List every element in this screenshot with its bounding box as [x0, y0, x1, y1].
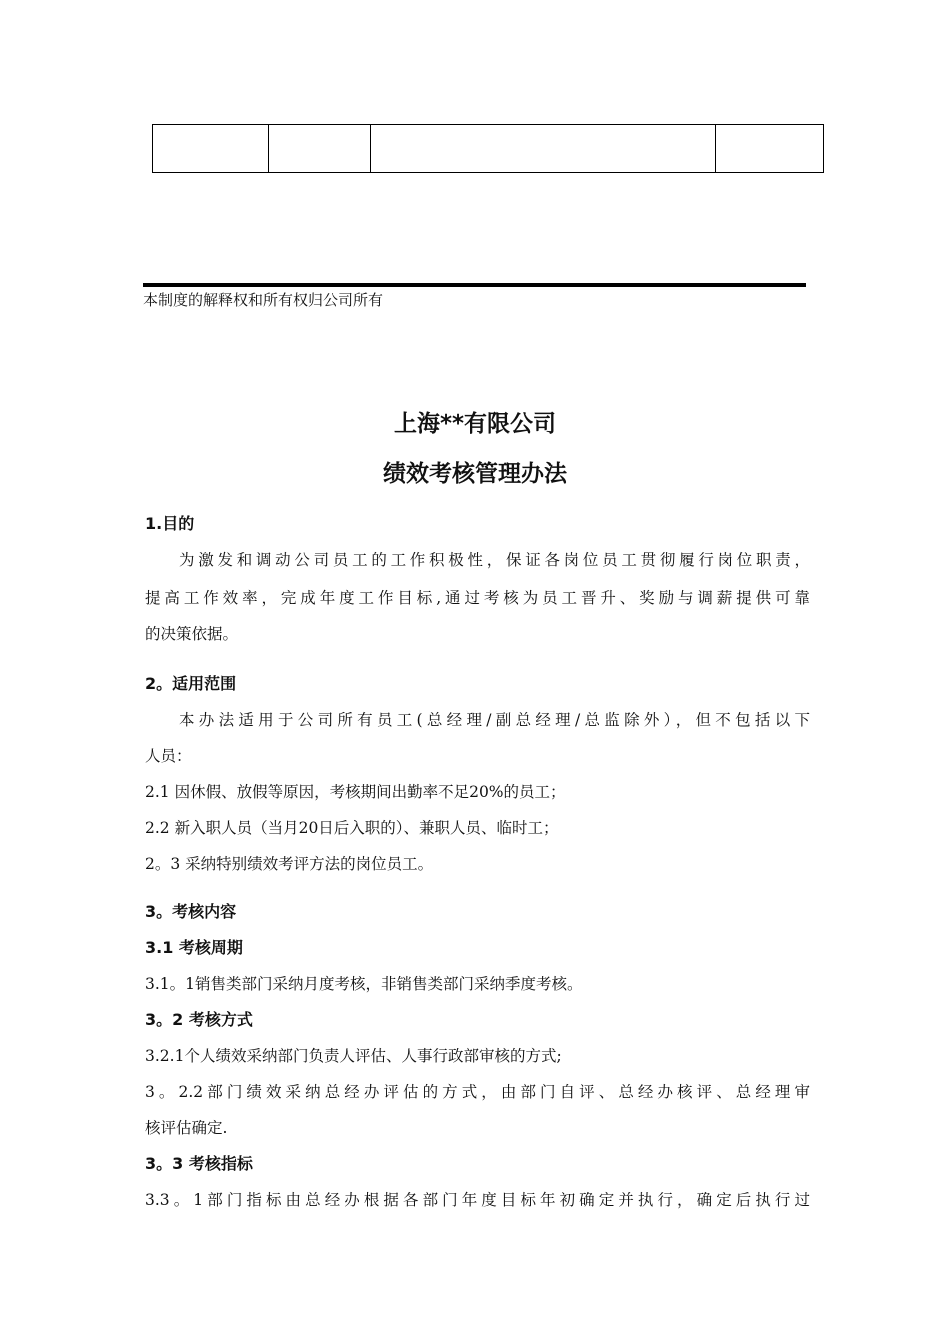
paragraph-line: 提高工作效率，完成年度工作目标,通过考核为员工晋升、奖励与调薪提供可靠: [145, 589, 810, 607]
table-cell: [716, 125, 824, 173]
table-cell: [371, 125, 716, 173]
subsection-heading-method: 3。2 考核方式: [145, 1010, 253, 1029]
section-heading-purpose: 1.目的: [145, 514, 195, 533]
paragraph-line: 为激发和调动公司员工的工作积极性，保证各岗位员工贯彻履行岗位职责，: [179, 551, 810, 569]
paragraph-line: 3。2.2部门绩效采纳总经办评估的方式，由部门自评、总经办核评、总经理审: [145, 1083, 810, 1101]
paragraph-line: 3.2.1个人绩效采纳部门负责人评估、人事行政部审核的方式;: [145, 1047, 562, 1065]
document-title: 绩效考核管理办法: [383, 461, 567, 487]
company-title: 上海**有限公司: [393, 411, 557, 437]
subsection-heading-cycle: 3.1 考核周期: [145, 938, 243, 957]
list-item: 2.2 新入职人员（当月20日后入职的）、兼职人员、临时工；: [145, 819, 559, 837]
table-row: [153, 125, 824, 173]
copyright-notice: 本制度的解释权和所有权归公司所有: [143, 292, 384, 309]
header-table: [152, 124, 824, 173]
section-heading-content: 3。考核内容: [145, 902, 237, 921]
paragraph-line: 3.1。1销售类部门采纳月度考核，非销售类部门采纳季度考核。: [145, 975, 583, 993]
paragraph-line: 3.3。1部门指标由总经办根据各部门年度目标年初确定并执行，确定后执行过: [145, 1191, 810, 1209]
paragraph-line: 本办法适用于公司所有员工(总经理/副总经理/总监除外），但不包括以下: [179, 711, 810, 729]
paragraph-line: 的决策依据。: [145, 625, 239, 643]
section-heading-scope: 2。适用范围: [145, 674, 237, 693]
footer-rule: [143, 283, 806, 287]
list-item: 2.1 因休假、放假等原因，考核期间出勤率不足20%的员工；: [145, 783, 566, 801]
table-cell: [153, 125, 269, 173]
list-item: 2。3 采纳特别绩效考评方法的岗位员工。: [145, 855, 434, 873]
paragraph-line: 人员：: [145, 747, 192, 765]
table-cell: [269, 125, 371, 173]
subsection-heading-indicators: 3。3 考核指标: [145, 1154, 253, 1173]
paragraph-line: 核评估确定.: [145, 1119, 228, 1137]
